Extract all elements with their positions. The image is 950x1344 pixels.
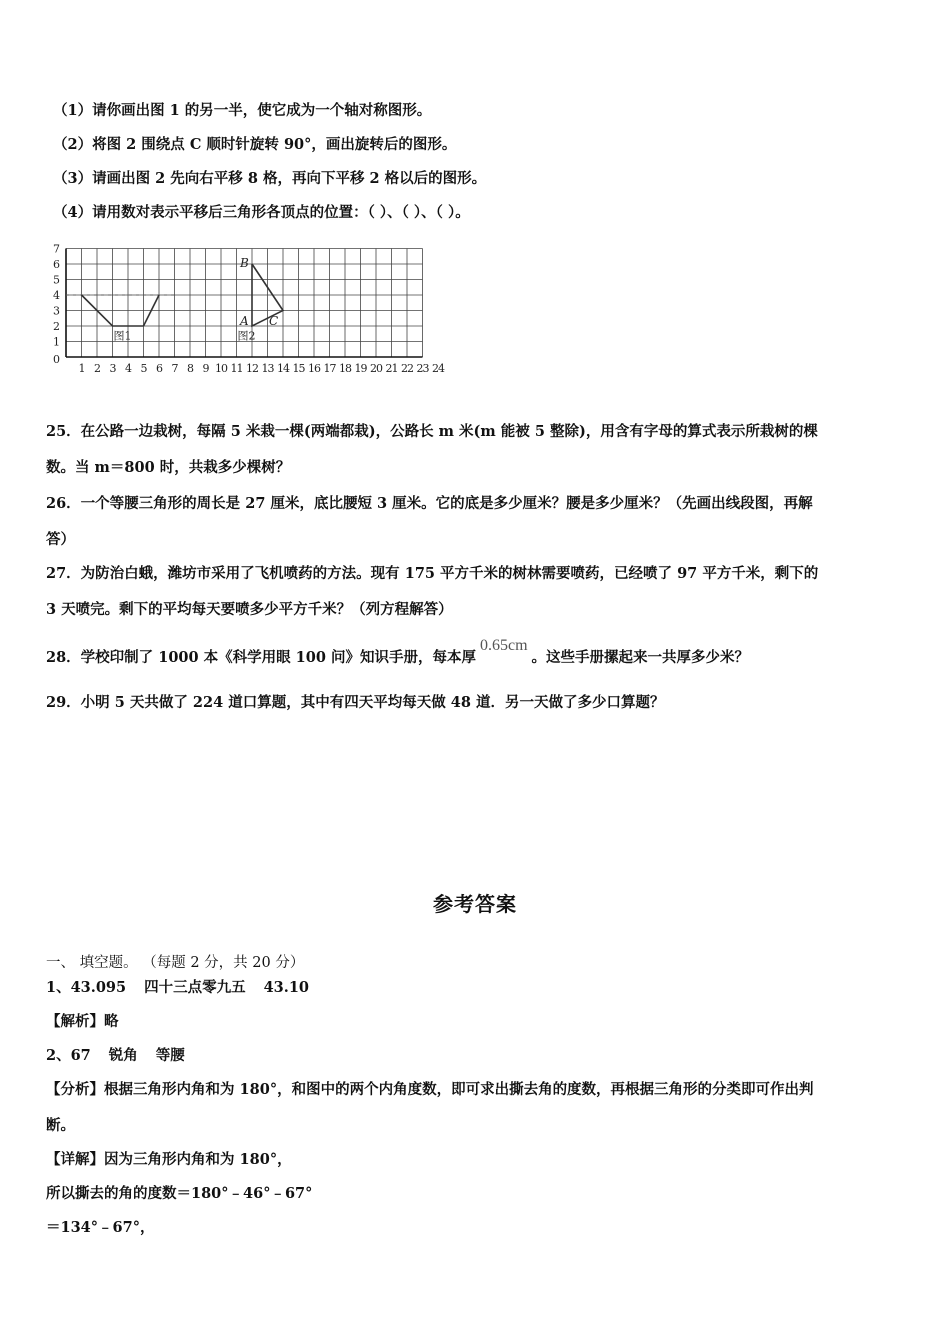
x-tick-label: 17 [323, 362, 336, 375]
grid-svg [50, 244, 460, 379]
x-tick-label: 5 [140, 362, 147, 375]
answer-1-number: 1、43.095 [46, 979, 127, 996]
y-tick-label: 5 [53, 273, 60, 287]
answer-2-number: 2、67 [46, 1047, 91, 1064]
answer-2-detail: 【详解】因为三角形内角和为 180°， [46, 1151, 292, 1168]
x-tick-label: 10 [215, 362, 227, 375]
answer-2-type: 等腰 [155, 1047, 185, 1064]
problem-26-line-2: 答） [46, 531, 75, 548]
x-tick-label: 1 [78, 362, 85, 375]
problem-27-line-1: 27．为防治白蛾，潍坊市采用了飞机喷药的方法。现有 175 平方千米的树林需要喷药，已经喷了 97 平方千米，剩下的 [46, 565, 819, 582]
problem-25-line-1: 25．在公路一边栽树，每隔 5 米栽一棵(两端都栽)，公路长 m 米(m 能被 5 整除)，用含有字母的算式表示所栽树的棵 [46, 423, 818, 440]
x-tick-label: 20 [370, 362, 382, 375]
x-tick-label: 9 [202, 362, 209, 375]
y-tick-label: 1 [53, 335, 60, 349]
x-tick-label: 2 [94, 362, 100, 375]
question-part-1: （1）请你画出图 1 的另一半，使它成为一个轴对称图形。 [53, 102, 432, 119]
coordinate-grid-figure [50, 244, 460, 379]
answer-2-step-2: ＝134°﹣67°， [46, 1219, 155, 1236]
answer-1-note: 【解析】略 [46, 1013, 119, 1030]
y-tick-label: 2 [53, 320, 60, 333]
answer-2 [46, 1046, 912, 1066]
problem-26-line-1: 26．一个等腰三角形的周长是 27 厘米，底比腰短 3 厘米。它的底是多少厘米？腰是多少厘米？（先画出线段图，再解 [46, 495, 813, 512]
x-tick-label: 12 [246, 362, 258, 375]
y-tick-label: 4 [53, 289, 60, 302]
y-tick-label: 3 [53, 304, 60, 318]
question-part-2: （2）将图 2 围绕点 C 顺时针旋转 90°，画出旋转后的图形。 [53, 136, 457, 153]
y-tick-label: 7 [53, 244, 60, 256]
answers-title: 参考答案 [433, 892, 517, 916]
point-c-label: C [269, 314, 279, 328]
question-part-4: （4）请用数对表示平移后三角形各顶点的位置：（ ）、（ ）、（ ）。 [53, 204, 470, 221]
problem-28-text-before: 28．学校印制了 1000 本《科学用眼 100 问》知识手册，每本厚 [46, 649, 476, 666]
problem-25-line-2: 数。当 m＝800 时，共栽多少棵树？ [46, 459, 291, 476]
answer-1-rounded: 43.10 [263, 979, 309, 996]
answers-section-1-heading: 一、 填空题。 （每题 2 分，共 20 分） [46, 955, 305, 971]
problem-28 [46, 637, 912, 668]
question-part-3: （3）请画出图 2 先向右平移 8 格，再向下平移 2 格以后的图形。 [53, 170, 487, 187]
answer-2-angle: 锐角 [108, 1047, 138, 1064]
x-tick-label: 4 [125, 362, 131, 375]
problem-27-line-2: 3 天喷完。剩下的平均每天要喷多少平方千米？（列方程解答） [46, 601, 453, 618]
problem-29: 29．小明 5 天共做了 224 道口算题，其中有四天平均每天做 48 道．另一天做了多少口算题？ [46, 694, 665, 711]
answer-2-analysis-line-2: 断。 [46, 1117, 75, 1134]
x-tick-label: 11 [230, 362, 243, 375]
x-tick-label: 21 [385, 362, 398, 375]
x-tick-label: 18 [339, 362, 351, 375]
x-tick-label: 23 [416, 362, 429, 375]
figure-1-label: 图1 [113, 329, 132, 343]
thickness-value: 0.65cm [480, 637, 528, 654]
x-tick-label: 15 [292, 362, 305, 375]
x-tick-label: 8 [187, 362, 193, 375]
x-tick-label: 16 [308, 362, 320, 375]
answer-1-words: 四十三点零九五 [144, 979, 246, 996]
answer-2-step-1: 所以撕去的角的度数＝180°﹣46°﹣67° [46, 1185, 313, 1202]
figure-2-label: 图2 [237, 329, 256, 343]
point-b-label: B [240, 256, 249, 270]
answer-2-analysis-line-1: 【分析】根据三角形内角和为 180°，和图中的两个内角度数，即可求出撕去角的度数，再根据三角形的分类即可作出判 [46, 1081, 814, 1098]
answer-1 [46, 978, 912, 998]
x-tick-label: 7 [171, 362, 178, 375]
x-tick-label: 3 [109, 362, 116, 375]
x-tick-label: 6 [156, 362, 162, 375]
x-tick-label: 22 [401, 362, 413, 375]
y-tick-label: 6 [53, 258, 60, 271]
x-tick-label: 13 [261, 362, 274, 375]
x-tick-label: 19 [354, 362, 367, 375]
x-tick-label: 14 [277, 362, 289, 375]
problem-28-text-after: 。这些手册摞起来一共厚多少米？ [531, 649, 750, 666]
point-a-label: A [240, 314, 249, 328]
x-tick-label: 24 [432, 362, 444, 375]
origin-label: 0 [53, 353, 60, 366]
